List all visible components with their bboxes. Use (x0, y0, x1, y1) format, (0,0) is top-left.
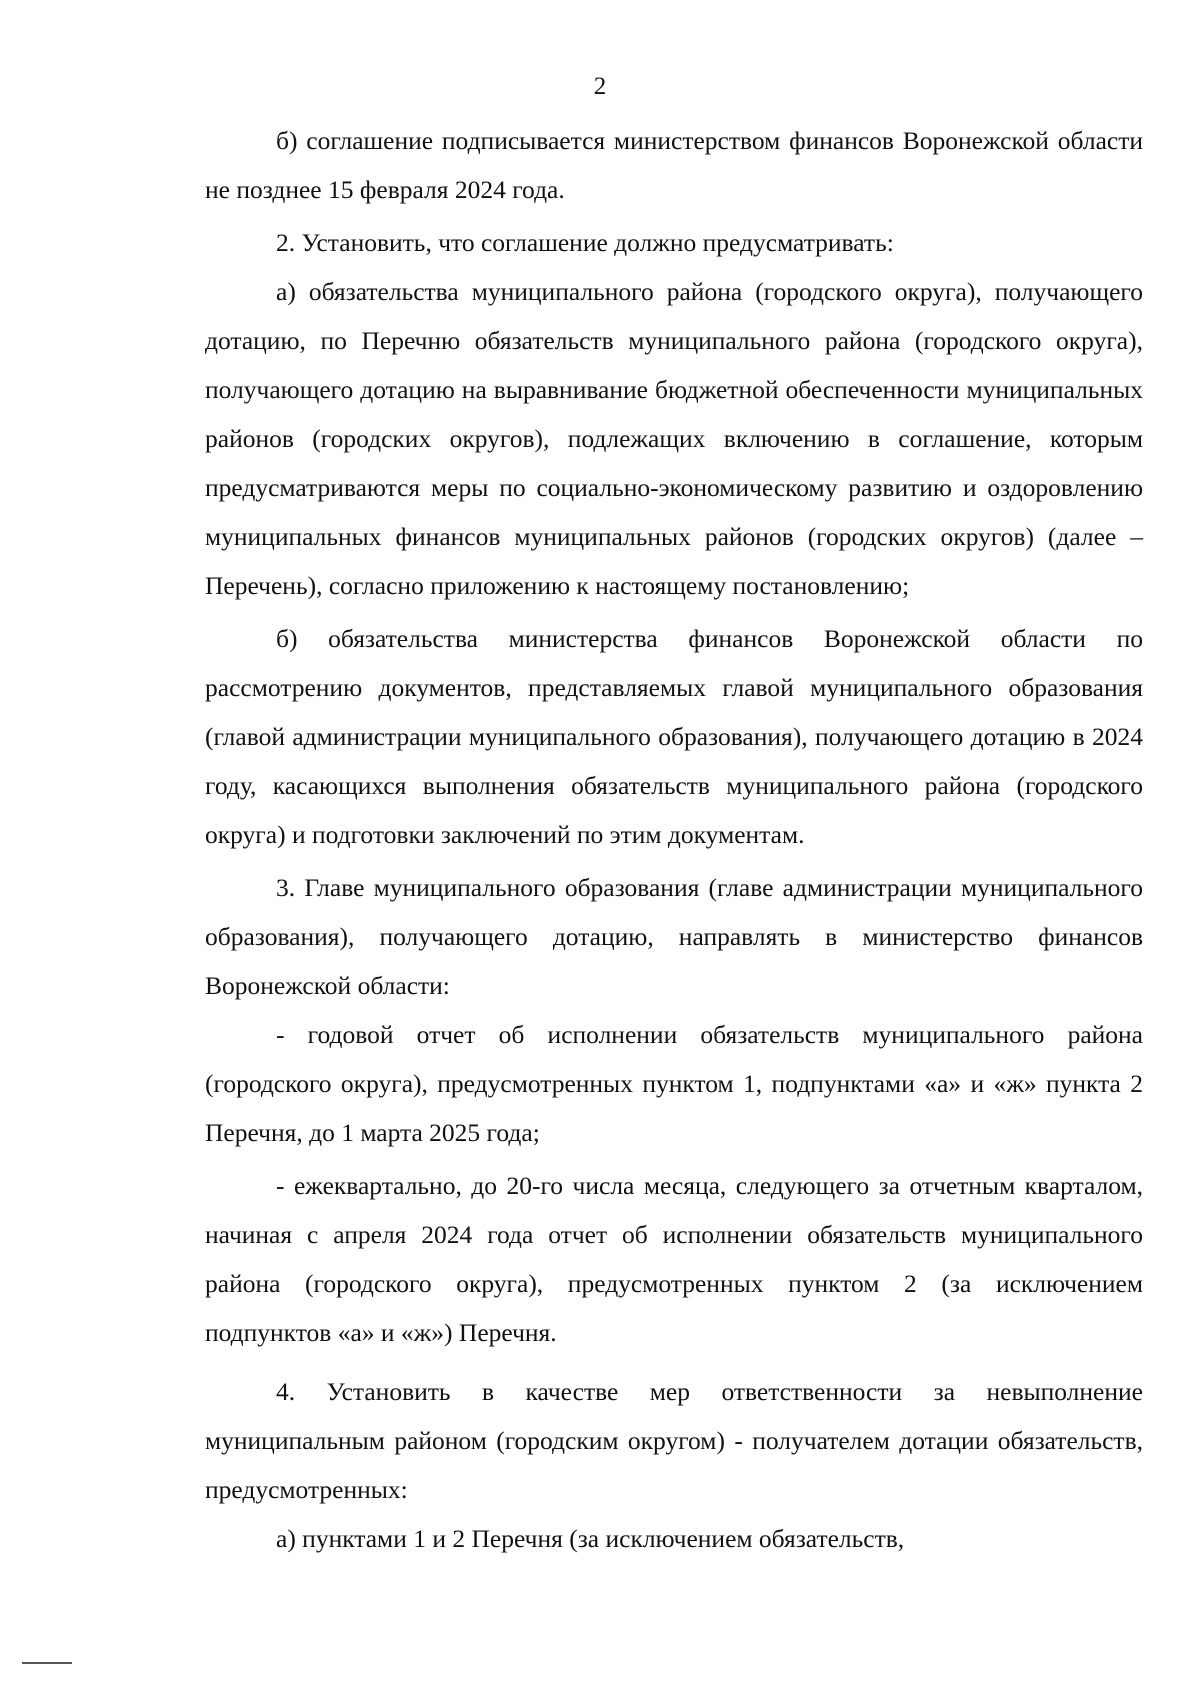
footer-line (22, 1662, 72, 1664)
paragraph-2a-municipal-obligations: а) обязательства муниципального района (городского округа), получающего дотацию, по Перечню обязательств муниципального района (городского округа), получающего дотацию на выравнивание бюджетной обеспеченности муниципальных районов (городских округов), подлежащих включению в соглашение, которым предусматриваются меры по социально-экономическому развитию и оздоровлению муниципальных финансов муниципальных районов (городских округов) (далее – Перечень), согласно приложению к настоящему постановлению; (205, 277, 1143, 600)
paragraph-3-annual-report: - годовой отчет об исполнении обязательств муниципального района (городского округа), предусмотренных пунктом 1, подпунктами «а» и «ж» пункта 2 Перечня, до 1 марта 2025 года; (205, 1020, 1143, 1147)
paragraph-4a-items: а) пунктами 1 и 2 Перечня (за исключением обязательств, (276, 1524, 905, 1553)
paragraph-3-quarterly-report: - ежеквартально, до 20-го числа месяца, следующего за отчетным кварталом, начиная с апреля 2024 года отчет об исполнении обязательств муниципального района (городского округа), предусмотренных пунктом 2 (за исключением подпунктов «а» и «ж») Перечня. (205, 1171, 1143, 1347)
paragraph-2b-ministry-obligations: б) обязательства министерства финансов Воронежской области по рассмотрению документов, представляемых главой муниципального образования (главой администрации муниципального образования), получающего дотацию в 2024 году, касающихся выполнения обязательств муниципального района (городского округа) и подготовки заключений по этим документам. (205, 624, 1143, 849)
paragraph-2-agreement-terms: 2. Установить, что соглашение должно предусматривать: (276, 228, 894, 257)
document-body (205, 116, 1143, 1563)
paragraph-3-reporting: 3. Главе муниципального образования (главе администрации муниципального образования), получающего дотацию, направлять в министерство финансов Воронежской области: (205, 873, 1143, 1000)
page-number: 2 (593, 73, 607, 100)
paragraph-1b-signing: б) соглашение подписывается министерством финансов Воронежской области не позднее 15 февраля 2024 года. (205, 126, 1143, 204)
paragraph-4-responsibility: 4. Установить в качестве мер ответственности за невыполнение муниципальным районом (городским округом) - получателем дотации обязательств, предусмотренных: (205, 1377, 1143, 1504)
